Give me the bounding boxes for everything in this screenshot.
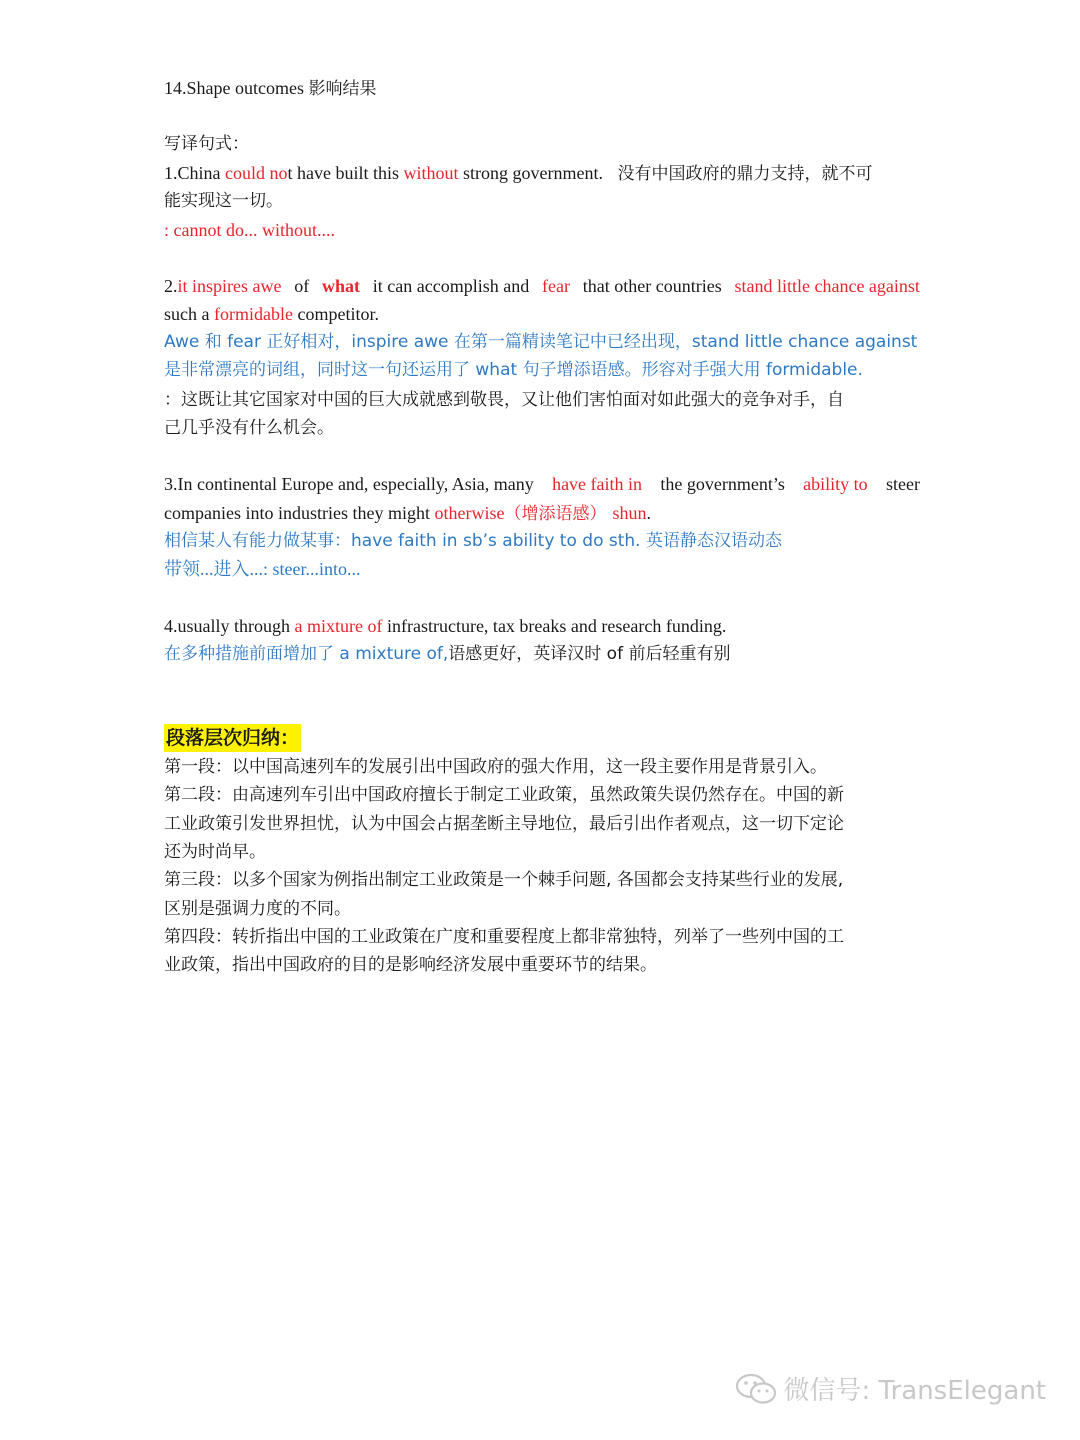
s2-highlight-what: what bbox=[322, 276, 361, 296]
s2-text: competitor. bbox=[292, 304, 379, 324]
title-number: 14.Shape outcomes bbox=[164, 78, 304, 98]
s3-text: . bbox=[646, 503, 651, 523]
s3-note-1: 相信某人有能力做某事：have faith in sb’s ability to do sth. 英语静态汉语动态 bbox=[164, 531, 782, 551]
s2-highlight: it inspires awe bbox=[177, 276, 282, 296]
title-chinese: 影响结果 bbox=[308, 79, 377, 99]
watermark bbox=[734, 1370, 1047, 1407]
wechat-icon bbox=[734, 1372, 778, 1406]
summary-line: 第四段：转折指出中国的工业政策在广度和重要程度上都非常独特，列举了一些列中国的工 bbox=[164, 927, 844, 947]
s1-text: strong government. bbox=[458, 163, 603, 183]
s1-translation-cont: 能实现这一切。 bbox=[164, 191, 283, 211]
s1-note: : cannot do... without.... bbox=[164, 220, 335, 240]
sentence-3 bbox=[164, 470, 920, 498]
title-line bbox=[164, 74, 920, 103]
summary-heading: 段落层次归纳： bbox=[164, 724, 301, 752]
s3-note-2: 带领...进入...: steer...into... bbox=[164, 559, 361, 579]
sentence-2-cont bbox=[164, 300, 920, 328]
s3-text: steer bbox=[881, 474, 920, 494]
summary-line: 区别是强调力度的不同。 bbox=[164, 899, 351, 919]
s3-highlight-have-faith-in: have faith in bbox=[552, 474, 643, 494]
s3-annotation: （增添语感） bbox=[504, 504, 607, 524]
summary-line: 第二段：由高速列车引出中国政府擅长于制定工业政策，虽然政策失误仍然存在。中国的新 bbox=[164, 785, 844, 805]
s2-highlight-fear: fear bbox=[542, 276, 570, 296]
s1-translation: 没有中国政府的鼎力支持，就不可 bbox=[617, 164, 873, 184]
summary-line: 第三段：以多个国家为例指出制定工业政策是一个棘手问题, 各国都会支持某些行业的发展, bbox=[164, 870, 844, 890]
sentence-4 bbox=[164, 612, 920, 640]
s2-highlight-formidable: formidable bbox=[213, 304, 293, 324]
s2-text: of bbox=[289, 276, 314, 296]
s1-text: 1.China bbox=[164, 163, 225, 183]
s2-text: that other countries bbox=[578, 276, 727, 296]
s2-number: 2. bbox=[164, 276, 178, 296]
s4-note bbox=[164, 640, 920, 668]
s3-highlight-ability-to: ability to bbox=[803, 474, 868, 494]
summary-line: 工业政策引发世界担忧，认为中国会占据垄断主导地位，最后引出作者观点，这一切下定论 bbox=[164, 814, 844, 834]
s2-text: it can accomplish and bbox=[368, 276, 534, 296]
s1-text: t have built this bbox=[287, 163, 404, 183]
watermark-text: 微信号: TransElegant bbox=[783, 1376, 1046, 1406]
s4-text: infrastructure, tax breaks and research funding. bbox=[382, 616, 727, 636]
s3-text: the government’s bbox=[655, 474, 790, 494]
summary-line: 还为时尚早。 bbox=[164, 842, 266, 862]
s2-text: such a bbox=[164, 304, 214, 324]
s4-note-blue: 在多种措施前面增加了 a mixture of, bbox=[164, 644, 449, 664]
s2-translation-2: 己几乎没有什么机会。 bbox=[164, 418, 334, 438]
section-label: 写译句式： bbox=[164, 134, 249, 154]
s3-text: companies into industries they might bbox=[164, 503, 435, 523]
s2-translation-1: ：这既让其它国家对中国的巨大成就感到敬畏，又让他们害怕面对如此强大的竞争对手，自 bbox=[164, 390, 844, 410]
s2-note-2: 是非常漂亮的词组，同时这一句还运用了 what 句子增添语感。形容对手强大用 formidable. bbox=[164, 360, 863, 380]
s3-highlight-shun: shun bbox=[612, 503, 647, 523]
s3-text: 3.In continental Europe and, especially, Asia, many bbox=[164, 474, 539, 494]
s4-note-black: 语感更好，英译汉时 of 前后轻重有别 bbox=[448, 644, 731, 664]
summary-line: 第一段：以中国高速列车的发展引出中国政府的强大作用，这一段主要作用是背景引入。 bbox=[164, 757, 827, 777]
s2-highlight-phrase: stand little chance against bbox=[734, 276, 920, 296]
s2-note-1: Awe 和 fear 正好相对，inspire awe 在第一篇精读笔记中已经出现，stand little chance against bbox=[164, 332, 918, 352]
sentence-1 bbox=[164, 159, 920, 188]
summary-line: 业政策，指出中国政府的目的是影响经济发展中重要环节的结果。 bbox=[164, 955, 657, 975]
s4-text: 4.usually through bbox=[164, 616, 295, 636]
sentence-3-cont bbox=[164, 499, 920, 528]
s3-highlight-otherwise: otherwise bbox=[434, 503, 505, 523]
s1-highlight-without: without bbox=[403, 163, 459, 183]
s1-highlight-could-not: could no bbox=[225, 163, 288, 183]
sentence-2 bbox=[164, 272, 920, 300]
s4-highlight-mixture: a mixture of bbox=[294, 616, 383, 636]
